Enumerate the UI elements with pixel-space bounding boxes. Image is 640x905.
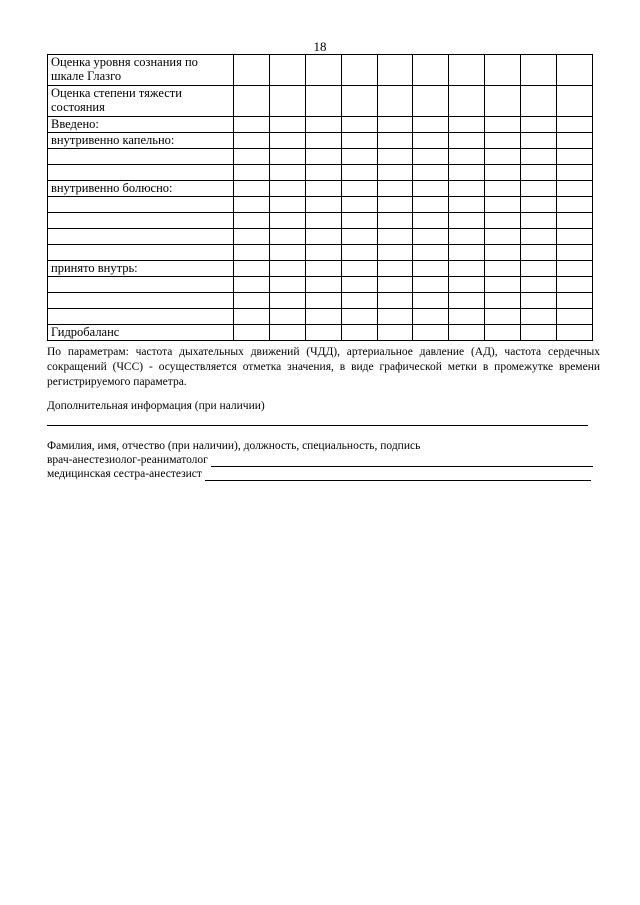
table-cell[interactable] bbox=[234, 117, 270, 133]
table-cell[interactable] bbox=[521, 245, 557, 261]
table-cell[interactable] bbox=[485, 117, 521, 133]
table-cell[interactable] bbox=[557, 293, 593, 309]
table-cell[interactable] bbox=[521, 197, 557, 213]
row-label bbox=[48, 213, 234, 229]
table-cell[interactable] bbox=[269, 55, 305, 86]
table-cell[interactable] bbox=[234, 309, 270, 325]
table-cell[interactable] bbox=[269, 261, 305, 277]
table-cell[interactable] bbox=[413, 293, 449, 309]
table-cell[interactable] bbox=[413, 213, 449, 229]
table-cell[interactable] bbox=[341, 117, 377, 133]
table-cell[interactable] bbox=[485, 181, 521, 197]
table-cell[interactable] bbox=[377, 133, 413, 149]
table-cell[interactable] bbox=[377, 277, 413, 293]
table-row bbox=[48, 309, 593, 325]
table-cell[interactable] bbox=[377, 293, 413, 309]
table-cell[interactable] bbox=[521, 309, 557, 325]
table-cell[interactable] bbox=[485, 229, 521, 245]
table-cell[interactable] bbox=[234, 55, 270, 86]
additional-info-field[interactable] bbox=[47, 425, 588, 426]
row-label bbox=[48, 245, 234, 261]
table-cell[interactable] bbox=[449, 245, 485, 261]
table-cell[interactable] bbox=[521, 117, 557, 133]
table-cell[interactable] bbox=[485, 277, 521, 293]
table-cell[interactable] bbox=[449, 197, 485, 213]
table-cell[interactable] bbox=[485, 197, 521, 213]
table-cell[interactable] bbox=[557, 86, 593, 117]
table-cell[interactable] bbox=[377, 309, 413, 325]
table-cell[interactable] bbox=[234, 229, 270, 245]
row-label bbox=[48, 309, 234, 325]
table-cell[interactable] bbox=[521, 181, 557, 197]
table-cell[interactable] bbox=[485, 165, 521, 181]
signature-role-label: врач-анестезиолог-реаниматолог bbox=[47, 454, 208, 466]
table-cell[interactable] bbox=[234, 245, 270, 261]
table-cell[interactable] bbox=[377, 197, 413, 213]
table-cell[interactable] bbox=[234, 86, 270, 117]
table-cell[interactable] bbox=[234, 197, 270, 213]
table-cell[interactable] bbox=[269, 197, 305, 213]
table-cell[interactable] bbox=[341, 197, 377, 213]
table-cell[interactable] bbox=[377, 149, 413, 165]
table-cell[interactable] bbox=[377, 55, 413, 86]
table-cell[interactable] bbox=[521, 261, 557, 277]
table-cell[interactable] bbox=[341, 55, 377, 86]
table-cell[interactable] bbox=[413, 55, 449, 86]
table-cell[interactable] bbox=[485, 86, 521, 117]
table-cell[interactable] bbox=[557, 261, 593, 277]
table-cell[interactable] bbox=[305, 117, 341, 133]
table-cell[interactable] bbox=[557, 277, 593, 293]
table-cell[interactable] bbox=[485, 55, 521, 86]
row-label bbox=[48, 165, 234, 181]
table-row bbox=[48, 293, 593, 309]
table-cell[interactable] bbox=[341, 325, 377, 341]
row-label: Введено: bbox=[48, 117, 234, 133]
table-cell[interactable] bbox=[377, 181, 413, 197]
table-cell[interactable] bbox=[377, 86, 413, 117]
table-cell[interactable] bbox=[485, 309, 521, 325]
table-cell[interactable] bbox=[449, 55, 485, 86]
table-cell[interactable] bbox=[305, 277, 341, 293]
table-cell[interactable] bbox=[521, 149, 557, 165]
table-cell[interactable] bbox=[269, 309, 305, 325]
table-cell[interactable] bbox=[449, 149, 485, 165]
table-cell[interactable] bbox=[449, 325, 485, 341]
table-cell[interactable] bbox=[485, 245, 521, 261]
row-label: Оценка степени тяжести состояния bbox=[48, 86, 234, 117]
table-cell[interactable] bbox=[269, 229, 305, 245]
table-cell[interactable] bbox=[485, 293, 521, 309]
table-cell[interactable] bbox=[377, 261, 413, 277]
table-cell[interactable] bbox=[557, 213, 593, 229]
table-cell[interactable] bbox=[341, 293, 377, 309]
table-cell[interactable] bbox=[557, 245, 593, 261]
table-cell[interactable] bbox=[485, 261, 521, 277]
table-cell[interactable] bbox=[341, 86, 377, 117]
table-row bbox=[48, 149, 593, 165]
table-cell[interactable] bbox=[377, 245, 413, 261]
table-cell[interactable] bbox=[269, 245, 305, 261]
table-cell[interactable] bbox=[341, 309, 377, 325]
table-cell[interactable] bbox=[413, 181, 449, 197]
table-cell[interactable] bbox=[449, 133, 485, 149]
row-label bbox=[48, 293, 234, 309]
table-cell[interactable] bbox=[305, 213, 341, 229]
table-cell[interactable] bbox=[269, 117, 305, 133]
table-cell[interactable] bbox=[449, 165, 485, 181]
row-label bbox=[48, 149, 234, 165]
table-row bbox=[48, 229, 593, 245]
row-label: принято внутрь: bbox=[48, 261, 234, 277]
table-cell[interactable] bbox=[449, 261, 485, 277]
table-cell[interactable] bbox=[521, 86, 557, 117]
table-cell[interactable] bbox=[341, 149, 377, 165]
signature-field-nurse[interactable] bbox=[205, 468, 591, 481]
table-cell[interactable] bbox=[557, 55, 593, 86]
table-row bbox=[48, 55, 593, 86]
table-cell[interactable] bbox=[557, 165, 593, 181]
table-cell[interactable] bbox=[341, 277, 377, 293]
table-cell[interactable] bbox=[485, 133, 521, 149]
table-cell[interactable] bbox=[449, 309, 485, 325]
table-cell[interactable] bbox=[413, 165, 449, 181]
table-cell[interactable] bbox=[234, 181, 270, 197]
table-cell[interactable] bbox=[269, 277, 305, 293]
table-cell[interactable] bbox=[269, 325, 305, 341]
table-cell[interactable] bbox=[305, 197, 341, 213]
table-cell[interactable] bbox=[234, 261, 270, 277]
table-cell[interactable] bbox=[521, 133, 557, 149]
table-cell[interactable] bbox=[557, 325, 593, 341]
signature-heading: Фамилия, имя, отчество (при наличии), должность, специальность, подпись bbox=[47, 440, 421, 452]
table-cell[interactable] bbox=[234, 277, 270, 293]
table-cell[interactable] bbox=[449, 277, 485, 293]
table-cell[interactable] bbox=[305, 261, 341, 277]
table-cell[interactable] bbox=[341, 261, 377, 277]
table-cell[interactable] bbox=[449, 213, 485, 229]
table-cell[interactable] bbox=[305, 55, 341, 86]
signature-row-anesthesiologist bbox=[47, 453, 593, 467]
table-row bbox=[48, 181, 593, 197]
table-cell[interactable] bbox=[377, 213, 413, 229]
table-cell[interactable] bbox=[449, 293, 485, 309]
table-cell[interactable] bbox=[305, 165, 341, 181]
table-cell[interactable] bbox=[413, 149, 449, 165]
row-label: внутривенно болюсно: bbox=[48, 181, 234, 197]
table-cell[interactable] bbox=[269, 293, 305, 309]
table-row bbox=[48, 325, 593, 341]
table-cell[interactable] bbox=[234, 149, 270, 165]
table-cell[interactable] bbox=[413, 309, 449, 325]
table-cell[interactable] bbox=[377, 325, 413, 341]
table-cell[interactable] bbox=[269, 181, 305, 197]
table-cell[interactable] bbox=[305, 181, 341, 197]
table-cell[interactable] bbox=[413, 197, 449, 213]
table-row bbox=[48, 86, 593, 117]
table-cell[interactable] bbox=[269, 149, 305, 165]
table-cell[interactable] bbox=[557, 229, 593, 245]
row-label bbox=[48, 197, 234, 213]
row-label bbox=[48, 229, 234, 245]
table-cell[interactable] bbox=[305, 309, 341, 325]
table-cell[interactable] bbox=[234, 325, 270, 341]
table-cell[interactable] bbox=[521, 165, 557, 181]
table-row bbox=[48, 165, 593, 181]
table-cell[interactable] bbox=[305, 86, 341, 117]
table-cell[interactable] bbox=[305, 325, 341, 341]
table-cell[interactable] bbox=[234, 133, 270, 149]
table-cell[interactable] bbox=[557, 197, 593, 213]
table-cell[interactable] bbox=[413, 277, 449, 293]
table-cell[interactable] bbox=[341, 213, 377, 229]
table-cell[interactable] bbox=[269, 133, 305, 149]
table-cell[interactable] bbox=[269, 86, 305, 117]
table-cell[interactable] bbox=[305, 245, 341, 261]
table-row bbox=[48, 197, 593, 213]
table-row bbox=[48, 245, 593, 261]
table-cell[interactable] bbox=[521, 229, 557, 245]
additional-info-label: Дополнительная информация (при наличии) bbox=[47, 400, 265, 412]
table-cell[interactable] bbox=[341, 229, 377, 245]
table-cell[interactable] bbox=[557, 149, 593, 165]
table-cell[interactable] bbox=[269, 165, 305, 181]
table-cell[interactable] bbox=[234, 165, 270, 181]
table-cell[interactable] bbox=[377, 165, 413, 181]
table-cell[interactable] bbox=[557, 309, 593, 325]
table-cell[interactable] bbox=[413, 117, 449, 133]
table-cell[interactable] bbox=[449, 117, 485, 133]
table-cell[interactable] bbox=[557, 117, 593, 133]
table-cell[interactable] bbox=[377, 229, 413, 245]
params-note: По параметрам: частота дыхательных движений (ЧДД), артериальное давление (АД), частота сердечных сокращений (ЧСС) - осуществляется отметка значения, в виде графической метки в промежутке времени регистрируемого параметра. bbox=[47, 346, 600, 388]
table-cell[interactable] bbox=[341, 165, 377, 181]
table-cell[interactable] bbox=[341, 245, 377, 261]
table-cell[interactable] bbox=[413, 86, 449, 117]
table-cell[interactable] bbox=[341, 133, 377, 149]
table-cell[interactable] bbox=[449, 229, 485, 245]
row-label: Гидробаланс bbox=[48, 325, 234, 341]
table-cell[interactable] bbox=[485, 325, 521, 341]
table-cell[interactable] bbox=[269, 213, 305, 229]
table-cell[interactable] bbox=[449, 181, 485, 197]
table-cell[interactable] bbox=[305, 293, 341, 309]
row-label: внутривенно капельно: bbox=[48, 133, 234, 149]
signature-field-anesthesiologist[interactable] bbox=[211, 454, 593, 467]
table-row bbox=[48, 213, 593, 229]
table-cell[interactable] bbox=[234, 213, 270, 229]
signature-role-label: медицинская сестра-анестезист bbox=[47, 468, 202, 480]
row-label bbox=[48, 277, 234, 293]
table-cell[interactable] bbox=[521, 213, 557, 229]
table-row bbox=[48, 277, 593, 293]
table-cell[interactable] bbox=[305, 133, 341, 149]
table-cell[interactable] bbox=[413, 133, 449, 149]
page-number: 18 bbox=[313, 39, 327, 54]
table-cell[interactable] bbox=[305, 229, 341, 245]
table-cell[interactable] bbox=[521, 55, 557, 86]
table-row bbox=[48, 117, 593, 133]
table-cell[interactable] bbox=[413, 245, 449, 261]
table-cell[interactable] bbox=[485, 213, 521, 229]
monitoring-table bbox=[47, 54, 593, 341]
table-cell[interactable] bbox=[305, 149, 341, 165]
row-label: Оценка уровня сознания по шкале Глазго bbox=[48, 55, 234, 86]
table-cell[interactable] bbox=[413, 325, 449, 341]
table-cell[interactable] bbox=[557, 133, 593, 149]
table-cell[interactable] bbox=[521, 325, 557, 341]
table-row bbox=[48, 133, 593, 149]
table-cell[interactable] bbox=[234, 293, 270, 309]
table-cell[interactable] bbox=[413, 229, 449, 245]
table-cell[interactable] bbox=[521, 277, 557, 293]
table-cell[interactable] bbox=[377, 117, 413, 133]
table-cell[interactable] bbox=[485, 149, 521, 165]
table-cell[interactable] bbox=[557, 181, 593, 197]
table-cell[interactable] bbox=[341, 181, 377, 197]
table-cell[interactable] bbox=[413, 261, 449, 277]
table-row bbox=[48, 261, 593, 277]
table-cell[interactable] bbox=[521, 293, 557, 309]
table-cell[interactable] bbox=[449, 86, 485, 117]
signature-row-nurse bbox=[47, 467, 593, 481]
